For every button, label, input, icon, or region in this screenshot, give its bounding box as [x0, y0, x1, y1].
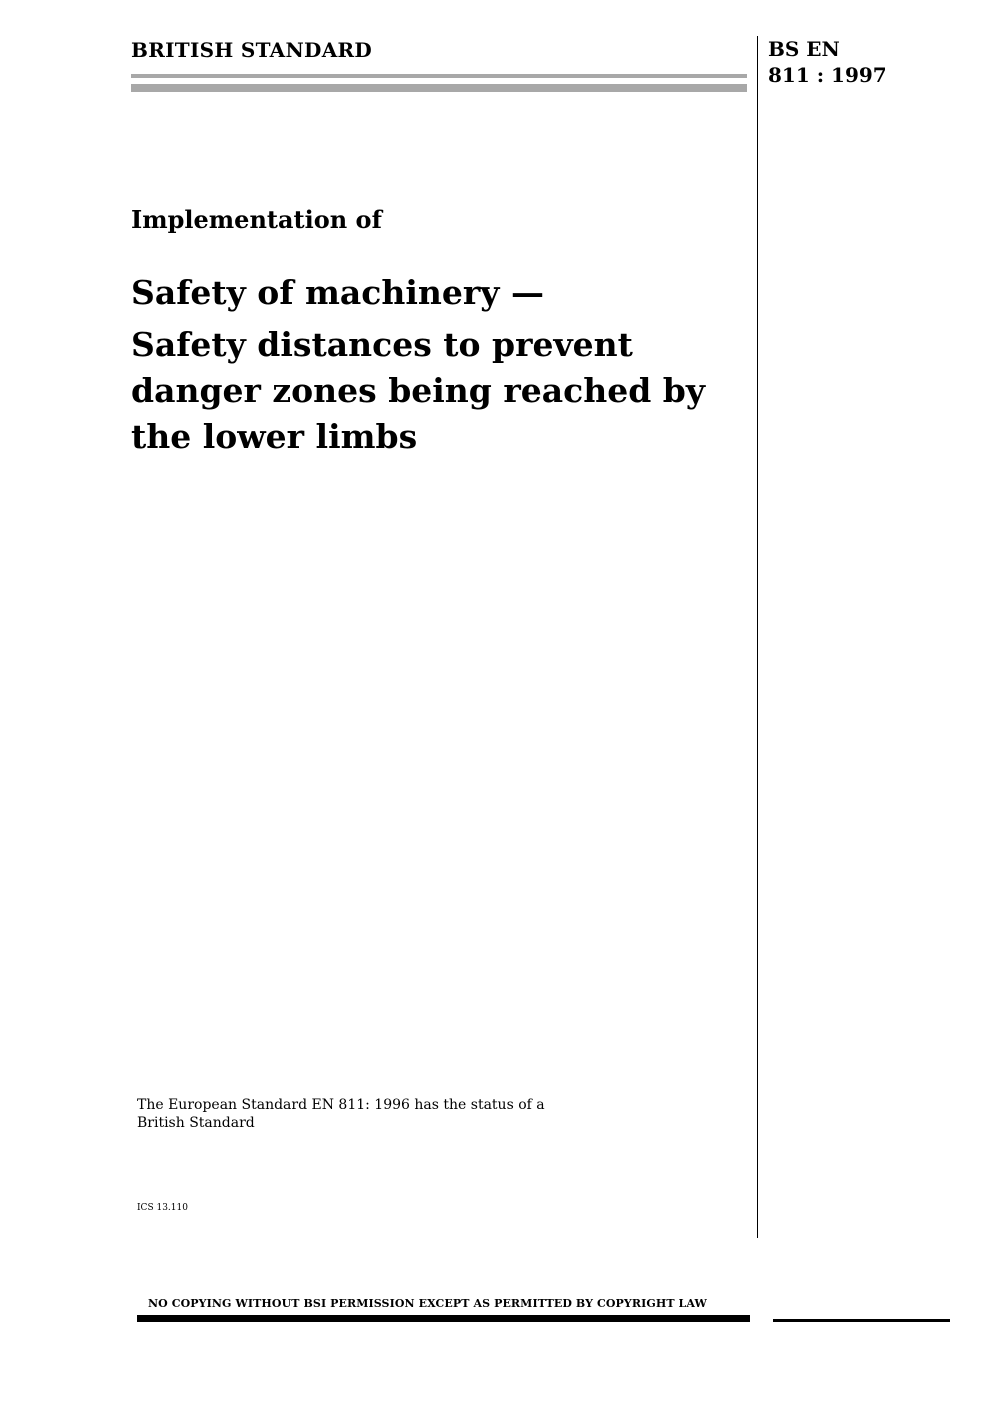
- bsi-logo: [773, 1243, 950, 1323]
- footer-rule: [137, 1315, 750, 1322]
- document-title: [131, 270, 741, 460]
- standard-number-line-1: BS EN: [768, 37, 840, 61]
- header-rule-thin: [131, 74, 747, 78]
- implementation-heading: Implementation of: [131, 205, 382, 234]
- vertical-divider: [757, 36, 758, 1238]
- header-rule-thick: [131, 84, 747, 92]
- title-line-1: Safety of machinery —: [131, 273, 544, 312]
- ics-code: ICS 13.110: [137, 1203, 188, 1213]
- copyright-notice: NO COPYING WITHOUT BSI PERMISSION EXCEPT AS PERMITTED BY COPYRIGHT LAW: [148, 1297, 707, 1310]
- standard-number-line-2: 811 : 1997: [768, 63, 887, 87]
- status-note-line-1: The European Standard EN 811: 1996 has the status of a: [137, 1097, 545, 1113]
- publication-type-label: BRITISH STANDARD: [131, 38, 373, 62]
- title-line-4: the lower limbs: [131, 417, 418, 456]
- standard-number: [768, 36, 887, 88]
- title-line-3: danger zones being reached by: [131, 371, 706, 410]
- status-note-line-2: British Standard: [137, 1115, 255, 1131]
- title-line-2: Safety distances to prevent: [131, 325, 633, 364]
- status-note: [137, 1096, 545, 1132]
